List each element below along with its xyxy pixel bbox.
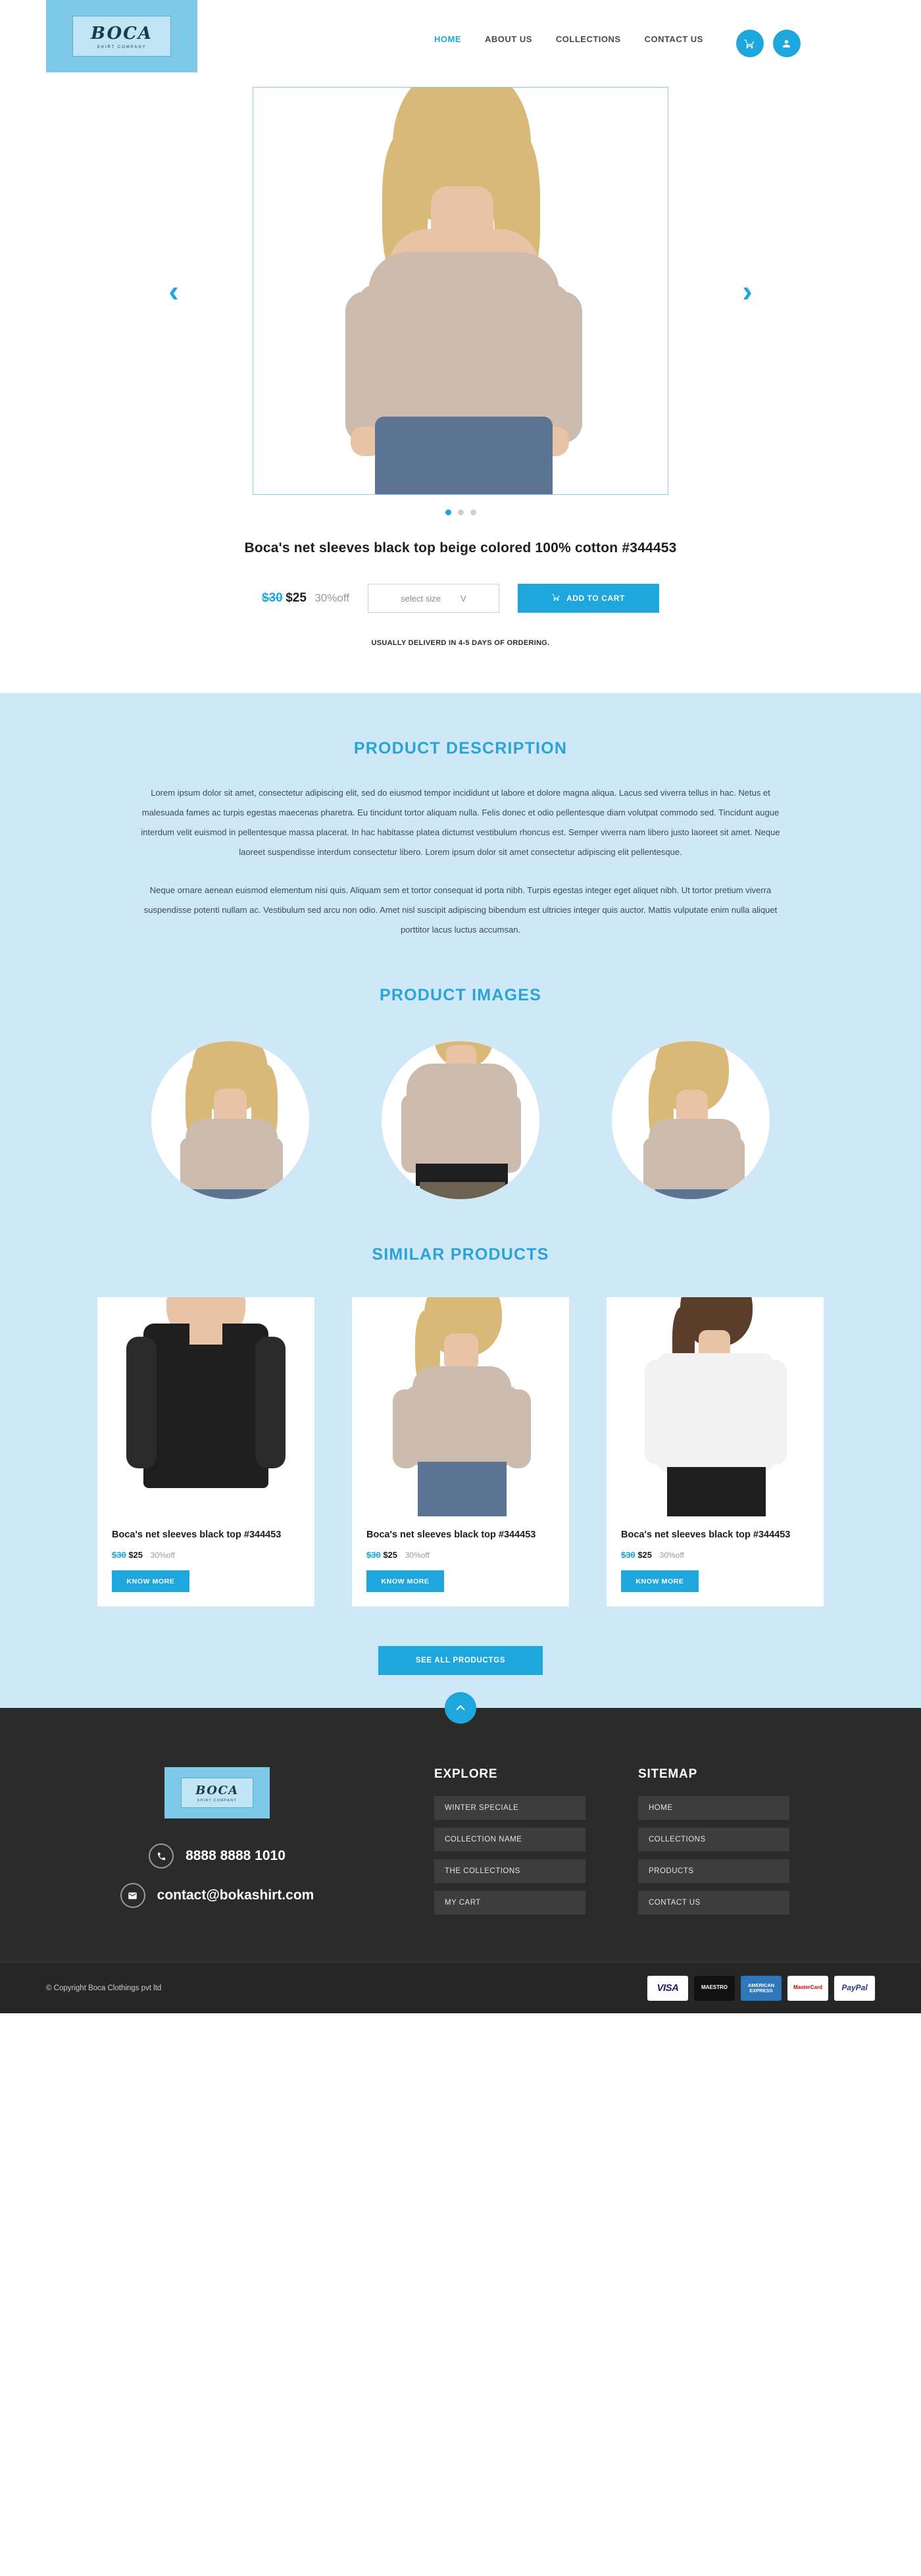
- card-illustration-1: [97, 1297, 314, 1516]
- footer-logo-badge: [181, 1778, 253, 1808]
- footer-email[interactable]: [120, 1883, 314, 1908]
- nav-item-contact-us[interactable]: CONTACT US: [644, 34, 703, 44]
- footer-logo-wordmark: BOCA: [195, 1783, 239, 1797]
- page-title: Boca's net sleeves black top beige colored 100% cotton #344453: [244, 540, 677, 555]
- user-account-icon[interactable]: [773, 30, 801, 57]
- price-original: $30: [262, 591, 283, 605]
- product-hero: [0, 87, 921, 693]
- chevron-down-icon: V: [460, 593, 466, 604]
- slider-dot-1[interactable]: [445, 509, 451, 515]
- footer-link-winter-speciale[interactable]: WINTER SPECIALE: [434, 1796, 585, 1820]
- footer-sitemap-column: [638, 1767, 842, 1922]
- card-image-beige-off-shoulder[interactable]: [352, 1297, 569, 1516]
- card-image-white-wrap-blouse[interactable]: [607, 1297, 824, 1516]
- site-header: [0, 0, 921, 87]
- copyright-text: © Copyright Boca Clothings pvt ltd: [46, 1984, 162, 1992]
- product-description-heading: PRODUCT DESCRIPTION: [353, 739, 568, 758]
- similar-products-row: [0, 1297, 921, 1607]
- slider-dot-2[interactable]: [458, 509, 464, 515]
- header-icon-group: [736, 30, 801, 57]
- footer-link-my-cart[interactable]: MY CART: [434, 1891, 585, 1915]
- card-illustration-3: [607, 1297, 824, 1516]
- card-price-current: $25: [128, 1550, 143, 1560]
- see-all-products-button[interactable]: SEE ALL PRODUCTGS: [378, 1646, 543, 1675]
- shopping-cart-icon[interactable]: [736, 30, 764, 57]
- site-footer: [0, 1708, 921, 2013]
- footer-link-the-collections[interactable]: THE COLLECTIONS: [434, 1859, 585, 1883]
- know-more-button[interactable]: KNOW MORE: [621, 1570, 699, 1592]
- product-card[interactable]: [352, 1297, 569, 1607]
- slider-prev-arrow[interactable]: ‹: [168, 274, 179, 308]
- product-images-heading: PRODUCT IMAGES: [380, 986, 541, 1004]
- product-card[interactable]: [607, 1297, 824, 1607]
- product-thumb-side[interactable]: [612, 1041, 770, 1199]
- footer-email-address: contact@bokashirt.com: [157, 1888, 314, 1903]
- card-price-current: $25: [637, 1550, 653, 1560]
- footer-link-collections[interactable]: COLLECTIONS: [638, 1828, 789, 1851]
- thumb-illustration-2: [382, 1041, 539, 1199]
- paypal-icon: PayPal: [834, 1976, 875, 2001]
- footer-link-home[interactable]: HOME: [638, 1796, 789, 1820]
- size-select-placeholder: select size: [401, 593, 441, 604]
- card-title: Boca's net sleeves black top #344453: [112, 1530, 282, 1540]
- slider-dots: [0, 509, 921, 515]
- thumb-illustration-1: [151, 1041, 309, 1199]
- add-to-cart-label: ADD TO CART: [566, 594, 625, 603]
- footer-explore-column: [434, 1767, 638, 1922]
- footer-link-collection-name[interactable]: COLLECTION NAME: [434, 1828, 585, 1851]
- similar-products-heading: SIMILAR PRODUCTS: [372, 1245, 549, 1264]
- product-description-body: [135, 783, 786, 940]
- footer-phone[interactable]: [149, 1843, 286, 1868]
- card-price-original: $30: [366, 1550, 381, 1560]
- footer-phone-number: 8888 8888 1010: [186, 1848, 286, 1863]
- description-paragraph-1: Lorem ipsum dolor sit amet, consectetur adipiscing elit, sed do eiusmod tempor incididunt ut labore et dolore magna aliqua. Lacus sed viverra tellus in hac. Netus et malesuada fames ac turpis egestas maecenas pharetra. Eu tincidunt tortor aliquam nulla. Felis donec et odio pellentesque diam volutpat commodo sed. Tincidunt augue interdum velit euismod in pellentesque massa placerat. In hac habitasse platea dictumst vestibulum rhoncus est. Semper viverra nam libero justo laoreet sit amet. Neque laoreet suspendisse interdum consectetur libero. Lorem ipsum dolor sit amet consectetur adipiscing elit pellentesque.: [141, 788, 780, 857]
- model-illustration: [253, 88, 668, 494]
- footer-contact-column: [0, 1767, 434, 1922]
- phone-icon: [149, 1843, 174, 1868]
- card-discount: 30%off: [405, 1551, 430, 1560]
- nav-item-about-us[interactable]: ABOUT US: [485, 34, 532, 44]
- product-thumb-front-left[interactable]: [151, 1041, 309, 1199]
- footer-sitemap-heading: SITEMAP: [638, 1767, 698, 1781]
- card-discount: 30%off: [659, 1551, 684, 1560]
- product-card[interactable]: [97, 1297, 314, 1607]
- card-discount: 30%off: [150, 1551, 175, 1560]
- visa-card-icon: VISA: [647, 1976, 688, 2001]
- purchase-row: [0, 584, 921, 613]
- card-price-block: [366, 1550, 569, 1560]
- copyright-bar: [0, 1962, 921, 2013]
- size-select[interactable]: [368, 584, 499, 613]
- logo-tagline: SHIRT COMPANY: [97, 45, 147, 49]
- nav-item-collections[interactable]: COLLECTIONS: [555, 34, 621, 44]
- discount-label: 30%off: [314, 592, 349, 604]
- envelope-icon: [120, 1883, 145, 1908]
- slider-dot-3[interactable]: [470, 509, 476, 515]
- price-current: $25: [286, 591, 307, 605]
- footer-columns: [0, 1754, 921, 1962]
- main-navigation: [434, 34, 703, 44]
- card-price-original: $30: [621, 1550, 635, 1560]
- footer-logo-tagline: SHIRT COMPANY: [197, 1798, 237, 1803]
- card-price-current: $25: [383, 1550, 398, 1560]
- card-image-black-lace-top[interactable]: [97, 1297, 314, 1516]
- add-to-cart-button[interactable]: [518, 584, 659, 613]
- product-thumb-closeup[interactable]: [382, 1041, 539, 1199]
- delivery-note: USUALLY DELIVERD IN 4-5 DAYS OF ORDERING.: [371, 639, 550, 647]
- know-more-button[interactable]: KNOW MORE: [112, 1570, 189, 1592]
- footer-explore-heading: EXPLORE: [434, 1767, 498, 1781]
- footer-link-products[interactable]: PRODUCTS: [638, 1859, 789, 1883]
- logo-wordmark: BOCA: [91, 23, 153, 43]
- thumb-illustration-3: [612, 1041, 770, 1199]
- payment-methods: [647, 1976, 875, 2001]
- cart-icon: [552, 593, 560, 604]
- slider-next-arrow[interactable]: ›: [742, 274, 753, 308]
- maestro-card-icon: MAESTRO: [694, 1976, 735, 2001]
- card-illustration-2: [352, 1297, 569, 1516]
- footer-logo[interactable]: [164, 1767, 270, 1818]
- content-section: [0, 693, 921, 1708]
- nav-item-home[interactable]: HOME: [434, 34, 461, 44]
- amex-card-icon: AMERICAN EXPRESS: [741, 1976, 782, 2001]
- card-price-block: [112, 1550, 314, 1560]
- price-block: [262, 591, 349, 605]
- mastercard-icon: MasterCard: [787, 1976, 828, 2001]
- product-slider: [0, 87, 921, 495]
- card-price-block: [621, 1550, 824, 1560]
- card-title: Boca's net sleeves black top #344453: [621, 1530, 791, 1540]
- logo-badge: [72, 16, 171, 57]
- chevron-up-icon[interactable]: [445, 1692, 476, 1724]
- card-title: Boca's net sleeves black top #344453: [366, 1530, 536, 1540]
- description-paragraph-2: Neque ornare aenean euismod elementum nisi quis. Aliquam sem et tortor consequat id porta nibh. Turpis egestas integer eget aliquet nibh. Ut tortor pretium viverra suspendisse potenti nullam ac. Vestibulum sed arcu non odio. Amet nisl suscipit adipiscing bibendum est ultricies integer quis auctor. Mattis vulputate enim nulla aliquet porttitor lacus luctus accumsan.: [143, 885, 778, 935]
- product-main-image[interactable]: [253, 87, 668, 495]
- footer-link-contact-us[interactable]: CONTACT US: [638, 1891, 789, 1915]
- know-more-button[interactable]: KNOW MORE: [366, 1570, 444, 1592]
- site-logo[interactable]: [46, 0, 197, 72]
- product-images-row: [0, 1041, 921, 1199]
- card-price-original: $30: [112, 1550, 126, 1560]
